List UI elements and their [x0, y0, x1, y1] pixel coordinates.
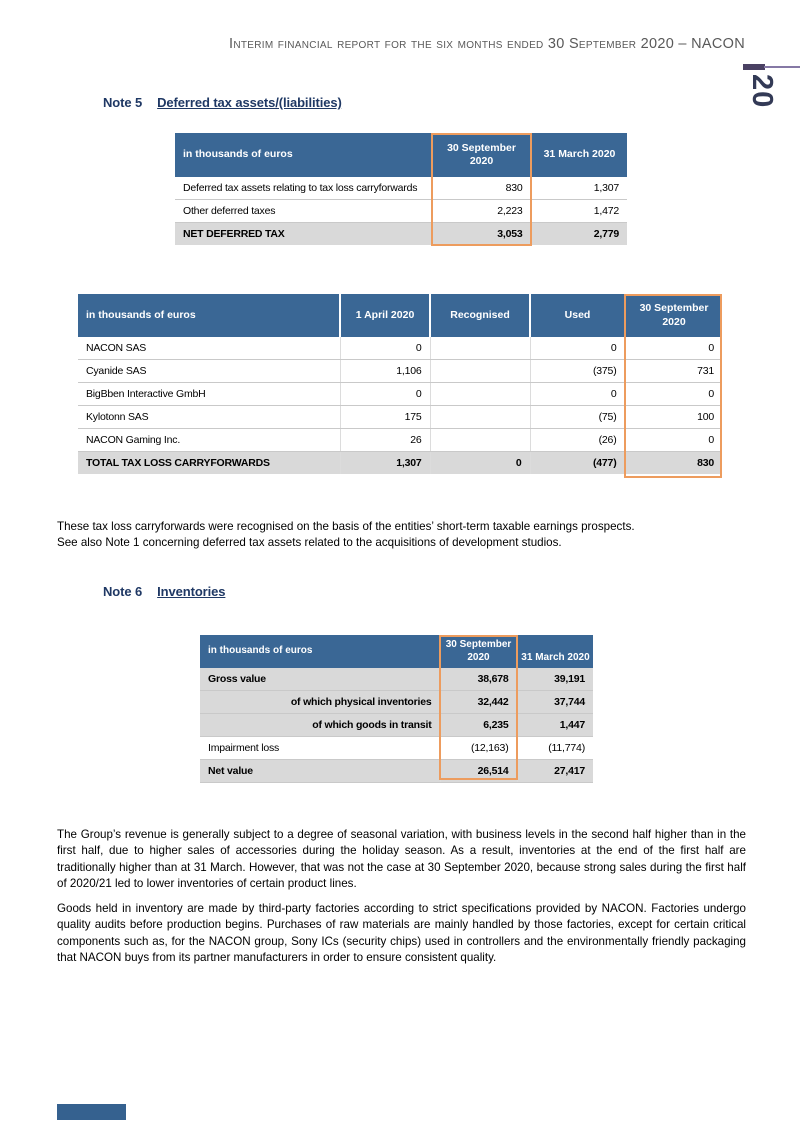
tax-loss-carryforwards-table	[78, 294, 722, 474]
cell-value: 100	[625, 406, 722, 429]
cell-value: 1,106	[340, 360, 430, 383]
note5-label: Note 5	[103, 95, 143, 110]
cell-value: 1,472	[531, 200, 627, 223]
table-row	[200, 737, 593, 760]
inventory-sourcing-paragraph: Goods held in inventory are made by third-party factories according to strict specifications provided by NACON. Factories undergo quality audits before production begins. Purchases of raw materials are mainly handled by those factories, except for certain critical components such as, for the NACON group, Sony ICs (security chips) used in controllers and the environmentally friendly packaging that NACON buys from its partner manufacturers in order to ensure consistent quality.	[57, 902, 746, 965]
column-header: 30 September 2020	[625, 294, 722, 337]
row-label: Gross value	[200, 668, 440, 691]
table-row	[78, 429, 722, 452]
cell-value: 1,307	[340, 452, 430, 475]
table-total-row	[78, 452, 722, 475]
paragraph-line: These tax loss carryforwards were recognised on the basis of the entities’ short-term taxable earnings prospects.	[57, 520, 635, 533]
row-label: of which physical inventories	[200, 691, 440, 714]
cell-value	[430, 429, 530, 452]
cell-value: 1,307	[531, 177, 627, 200]
total-label: NET DEFERRED TAX	[175, 223, 432, 246]
cell-value: 0	[625, 429, 722, 452]
row-label: Other deferred taxes	[175, 200, 432, 223]
cell-value: (75)	[530, 406, 625, 429]
table-row	[78, 406, 722, 429]
cell-value: 830	[432, 177, 531, 200]
table-row	[200, 668, 593, 691]
cell-value	[430, 360, 530, 383]
cell-value: 830	[625, 452, 722, 475]
cell-value: 26	[340, 429, 430, 452]
cell-value: 2,779	[531, 223, 627, 246]
table-header-row	[200, 635, 593, 668]
note5-title: Deferred tax assets/(liabilities)	[157, 95, 342, 110]
note6-heading	[103, 584, 225, 599]
cell-value: 175	[340, 406, 430, 429]
column-header: 30 September 2020	[432, 133, 531, 177]
column-header: 31 March 2020	[531, 133, 627, 177]
cell-value: (12,163)	[440, 737, 517, 760]
row-label: Net value	[200, 760, 440, 783]
year-side-tab: 20	[746, 74, 778, 109]
cell-value: 0	[625, 383, 722, 406]
column-header: in thousands of euros	[78, 294, 340, 337]
row-label: of which goods in transit	[200, 714, 440, 737]
row-label: BigBben Interactive GmbH	[78, 383, 340, 406]
cell-value: 38,678	[440, 668, 517, 691]
cell-value: 2,223	[432, 200, 531, 223]
table-row	[200, 691, 593, 714]
table-row	[78, 383, 722, 406]
seasonality-paragraph: The Group’s revenue is generally subject to a degree of seasonal variation, with business levels in the second half higher than in the first half, due to higher sales of accessories during the holiday season. As a result, inventories at the end of the first half are traditionally higher than at 31 March. However, that was not the case at 30 September 2020, because strong sales during the first half of 2020/21 led to lower inventories of certain product lines.	[57, 828, 746, 891]
column-header: 30 September 2020	[440, 635, 517, 668]
note6-label: Note 6	[103, 584, 143, 599]
cell-value: 0	[340, 337, 430, 360]
cell-value: 731	[625, 360, 722, 383]
cell-value: 0	[530, 383, 625, 406]
cell-value	[430, 337, 530, 360]
column-header: Used	[530, 294, 625, 337]
year-tab-bar	[743, 64, 765, 70]
footer-page-marker	[57, 1104, 126, 1120]
column-header: Recognised	[430, 294, 530, 337]
table-row	[175, 200, 627, 223]
paragraph-line: See also Note 1 concerning deferred tax assets related to the acquisitions of development studios.	[57, 536, 562, 550]
note5-heading	[103, 95, 342, 110]
inventories-table	[200, 635, 593, 783]
cell-value: 6,235	[440, 714, 517, 737]
row-label: Cyanide SAS	[78, 360, 340, 383]
year-tab-line	[764, 66, 800, 68]
cell-value: 32,442	[440, 691, 517, 714]
row-label: Impairment loss	[200, 737, 440, 760]
cell-value: (11,774)	[517, 737, 593, 760]
note6-title: Inventories	[157, 584, 226, 599]
cell-value: (477)	[530, 452, 625, 475]
cell-value: 0	[625, 337, 722, 360]
table-row	[78, 337, 722, 360]
column-header: in thousands of euros	[200, 635, 440, 668]
cell-value: 0	[430, 452, 530, 475]
note5-paragraph	[57, 519, 746, 552]
cell-value: 0	[530, 337, 625, 360]
cell-value: 26,514	[440, 760, 517, 783]
table-total-row	[175, 223, 627, 246]
table-row	[200, 714, 593, 737]
document-header-title: Interim financial report for the six months ended 30 September 2020 – NACON	[229, 36, 745, 52]
cell-value: 39,191	[517, 668, 593, 691]
cell-value	[430, 383, 530, 406]
table-row	[200, 760, 593, 783]
row-label: NACON Gaming Inc.	[78, 429, 340, 452]
table-header-row	[175, 133, 627, 177]
column-header: in thousands of euros	[175, 133, 432, 177]
deferred-tax-table	[175, 133, 627, 245]
row-label: Kylotonn SAS	[78, 406, 340, 429]
column-header: 31 March 2020	[517, 635, 593, 668]
total-label: TOTAL TAX LOSS CARRYFORWARDS	[78, 452, 340, 475]
cell-value: 1,447	[517, 714, 593, 737]
cell-value: 3,053	[432, 223, 531, 246]
row-label: NACON SAS	[78, 337, 340, 360]
cell-value: (26)	[530, 429, 625, 452]
cell-value	[430, 406, 530, 429]
cell-value: 0	[340, 383, 430, 406]
column-header: 1 April 2020	[340, 294, 430, 337]
cell-value: (375)	[530, 360, 625, 383]
table-row	[78, 360, 722, 383]
row-label: Deferred tax assets relating to tax loss carryforwards	[175, 177, 432, 200]
cell-value: 37,744	[517, 691, 593, 714]
cell-value: 27,417	[517, 760, 593, 783]
table-row	[175, 177, 627, 200]
table-header-row	[78, 294, 722, 337]
